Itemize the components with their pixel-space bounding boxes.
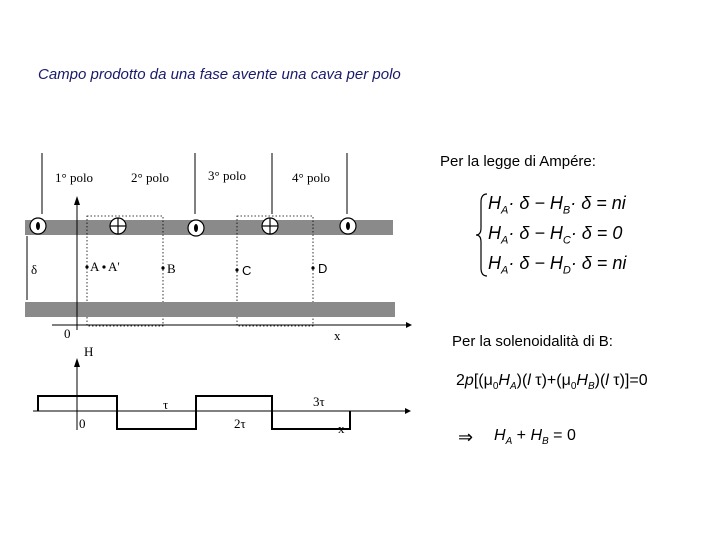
ampere-equation-3: $H_A\cdot \delta - H_D\cdot \delta$ = ni [488, 253, 627, 277]
ampere-equation-1: $H_A\cdot \delta - H_B\cdot \delta$ = ni [488, 193, 626, 217]
point-a-prime-label: A' [108, 259, 120, 274]
point-c-dot [235, 268, 238, 271]
rotor-band [25, 302, 395, 317]
conductor-dot-3 [340, 218, 356, 234]
point-b-label: B [167, 261, 176, 276]
three-tau-label: 3τ [313, 394, 325, 409]
h-axis-label: H [84, 344, 94, 359]
delta-label: δ [31, 262, 38, 277]
result-equation: $H_A + H_B = 0$ [494, 427, 576, 448]
pole-label-4: 4° polo [292, 170, 331, 185]
top-x-label: x [334, 328, 341, 343]
pole-label-2: 2° polo [131, 170, 170, 185]
bottom-y-arrow [74, 358, 80, 367]
tau-label: τ [163, 397, 169, 412]
conductor-cross-1 [110, 218, 126, 234]
bottom-origin-label: 0 [79, 416, 86, 431]
conductor-cross-2 [262, 218, 278, 234]
ampere-equation-2: $H_A\cdot \delta - H_C\cdot \delta = 0$ [488, 223, 623, 247]
point-a-label: A [90, 259, 100, 274]
top-x-arrow [406, 322, 412, 328]
bottom-x-label: x [338, 421, 345, 436]
bottom-x-arrow [405, 408, 411, 414]
point-b-dot [161, 266, 164, 269]
stator-band [25, 220, 393, 235]
top-y-arrow [74, 196, 80, 205]
page-title: Campo prodotto da una fase avente una cava per polo [38, 66, 401, 83]
solenoidal-heading: Per la solenoidalità di B: [452, 333, 613, 350]
conductor-dot-2 [188, 220, 204, 236]
top-origin-label: 0 [64, 326, 71, 341]
point-d-dot [311, 266, 314, 269]
point-c-label: C [242, 263, 252, 278]
conductor-dot-1 [30, 218, 46, 234]
two-tau-label: 2τ [234, 416, 246, 431]
pole-label-1: 1° polo [55, 170, 94, 185]
ampere-heading: Per la legge di Ampére: [440, 153, 596, 170]
solenoidal-equation: $2p[(\mu_0H_A)(l$ $\tau)+(\mu_0H_B)(l$ τ)]=0 [456, 372, 648, 393]
point-d-label: D [318, 261, 328, 276]
pole-label-3: 3° polo [208, 168, 247, 183]
point-a-prime-dot [102, 265, 105, 268]
point-a-dot [85, 265, 88, 268]
implies-symbol: ⇒ [458, 427, 474, 447]
